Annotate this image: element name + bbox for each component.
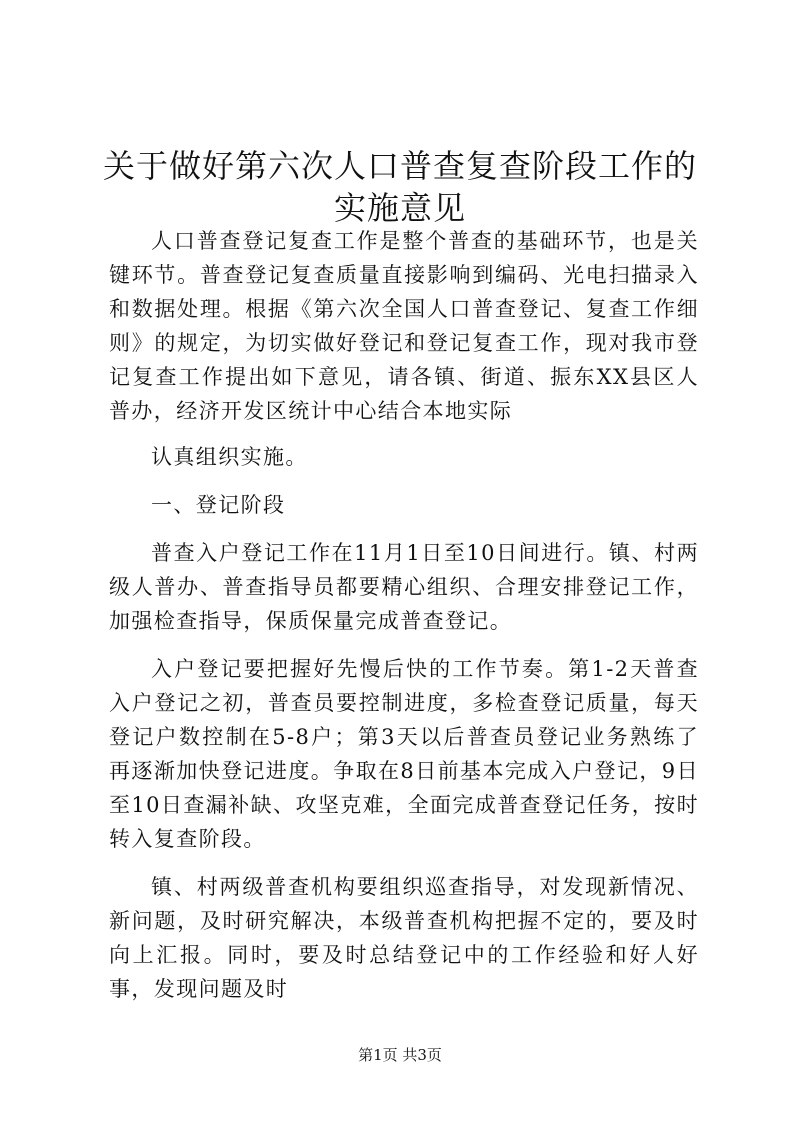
section-heading-registration: 一、登记阶段 xyxy=(151,493,286,517)
paragraph-registration-pace: 入户登记要把握好先慢后快的工作节奏。第1-2天普查入户登记之初，普查员要控制进度，多检查登记质量，每天登记户数控制在5-8户；第3天以后普查员登记业务熟练了再逐渐加快登记进度。争取在8日前基本完成入户登记，9日至10日查漏补缺、攻坚克难，全面完成普查登记任务，按时转入复查阶段。 xyxy=(109,657,699,851)
paragraph-inspection: 镇、村两级普查机构要组织巡查指导，对发现新情况、新问题，及时研究解决，本级普查机构把握不定的，要及时向上汇报。同时，要及时总结登记中的工作经验和好人好事，发现问题及时 xyxy=(109,875,699,1001)
document-title: 关于做好第六次人口普查复查阶段工作的实施意见 xyxy=(102,147,697,227)
paragraph-organize: 认真组织实施。 xyxy=(151,445,308,469)
page-footer: 第1页 共3页 xyxy=(358,1046,442,1064)
paragraph-intro: 人口普查登记复查工作是整个普查的基础环节，也是关键环节。普查登记复查质量直接影响到编码、光电扫描录入和数据处理。根据《第六次全国人口普查登记、复查工作细则》的规定，为切实做好登记和登记复查工作，现对我市登记复查工作提出如下意见，请各镇、街道、振东XX县区人普办，经济开发区统计中心结合本地实际 xyxy=(109,229,699,423)
paragraph-registration-period: 普查入户登记工作在11月1日至10日间进行。镇、村两级人普办、普查指导员都要精心组织、合理安排登记工作，加强检查指导，保质保量完成普查登记。 xyxy=(109,541,699,633)
document-body xyxy=(109,224,699,1006)
